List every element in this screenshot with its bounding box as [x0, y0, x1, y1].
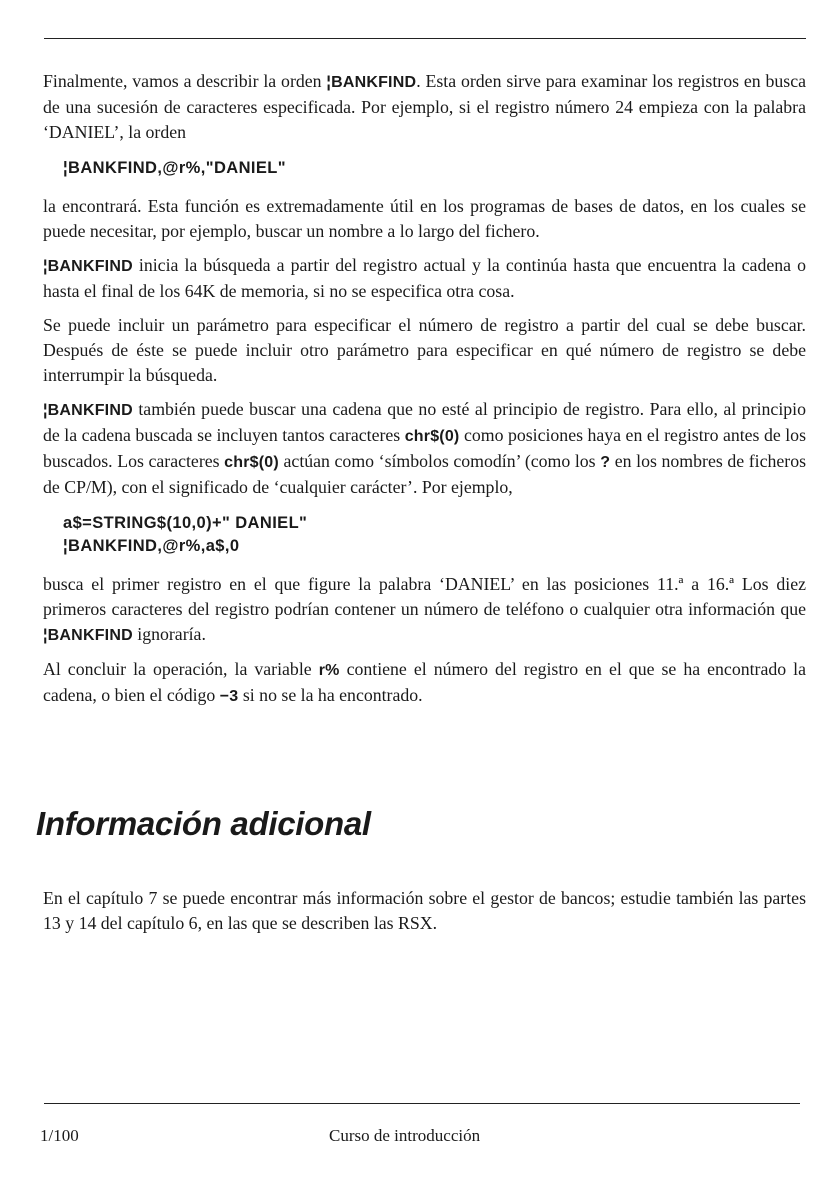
- section-heading: Información adicional: [36, 805, 371, 842]
- top-rule: [44, 38, 806, 39]
- inline-error-code: −3: [219, 688, 239, 705]
- paragraph-return-value: Al concluir la operación, la variable r% contiene el número del registro en el que se ha encontrado la cadena, o bien el código −3 si no se la ha encontrado.: [43, 659, 807, 705]
- page-number: 1/100: [40, 1126, 79, 1145]
- code-line-2: ¦BANKFIND,@r%,a$,0: [63, 537, 240, 555]
- inline-command: ¦BANKFIND: [326, 74, 417, 91]
- paragraph-usage: la encontrará. Esta función es extremadamente útil en los programas de bases de datos, en los cuales se puede necesitar, por ejemplo, buscar un nombre a lo largo del fichero.: [43, 196, 806, 241]
- inline-variable: r%: [318, 662, 340, 679]
- paragraph-intro: Finalmente, vamos a describir la orden ¦BANKFIND. Esta orden sirve para examinar los registros en busca de una sucesión de caracteres especificada. Por ejemplo, si el registro número 24 empieza con la palabra ‘DANIEL’, la orden: [43, 71, 806, 142]
- paragraph-additional-info: En el capítulo 7 se puede encontrar más información sobre el gestor de bancos; estudie también las partes 13 y 14 del capítulo 6, en las que se describen las RSX.: [43, 888, 806, 933]
- code-example-1: ¦BANKFIND,@r%,"DANIEL": [63, 159, 286, 177]
- code-example-2: [63, 512, 806, 558]
- inline-code-chr: chr$(0): [404, 428, 460, 445]
- bottom-rule: [44, 1103, 800, 1104]
- body-text: [43, 69, 806, 718]
- paragraph-result: busca el primer registro en el que figure la palabra ‘DANIEL’ en las posiciones 11.ª a 16.ª Los diez primeros caracteres del registro podrían contener un número de teléfono o cualquier otra información que ¦BANKFIND ignoraría.: [43, 574, 806, 644]
- inline-command: ¦BANKFIND: [43, 627, 133, 644]
- paragraph-parameters: Se puede incluir un parámetro para especificar el número de registro a partir del cual se debe buscar. Después de éste se puede incluir otro parámetro para especificar en qué número de registro se debe interrumpir la búsqueda.: [43, 315, 806, 385]
- inline-wildcard: ?: [600, 454, 611, 471]
- inline-code-chr: chr$(0): [224, 454, 279, 471]
- code-line-1: a$=STRING$(10,0)+" DANIEL": [63, 514, 308, 532]
- paragraph-wildcards: ¦BANKFIND también puede buscar una cadena que no esté al principio de registro. Para ello, al principio de la cadena buscada se incluyen tantos caracteres chr$(0) como posiciones haya en el registro antes de los buscados. Los caracteres chr$(0) actúan como ‘símbolos comodín’ (como los ? en los nombres de ficheros de CP/M), con el significado de ‘cualquier carácter’. Por ejemplo,: [43, 399, 807, 497]
- inline-command: ¦BANKFIND: [43, 402, 133, 419]
- paragraph-search-range: ¦BANKFIND inicia la búsqueda a partir del registro actual y la continúa hasta que encuentra la cadena o hasta el final de los 64K de memoria, si no se especifica otra cosa.: [43, 255, 806, 301]
- inline-command: ¦BANKFIND: [43, 258, 133, 275]
- footer-title: Curso de introducción: [329, 1126, 481, 1145]
